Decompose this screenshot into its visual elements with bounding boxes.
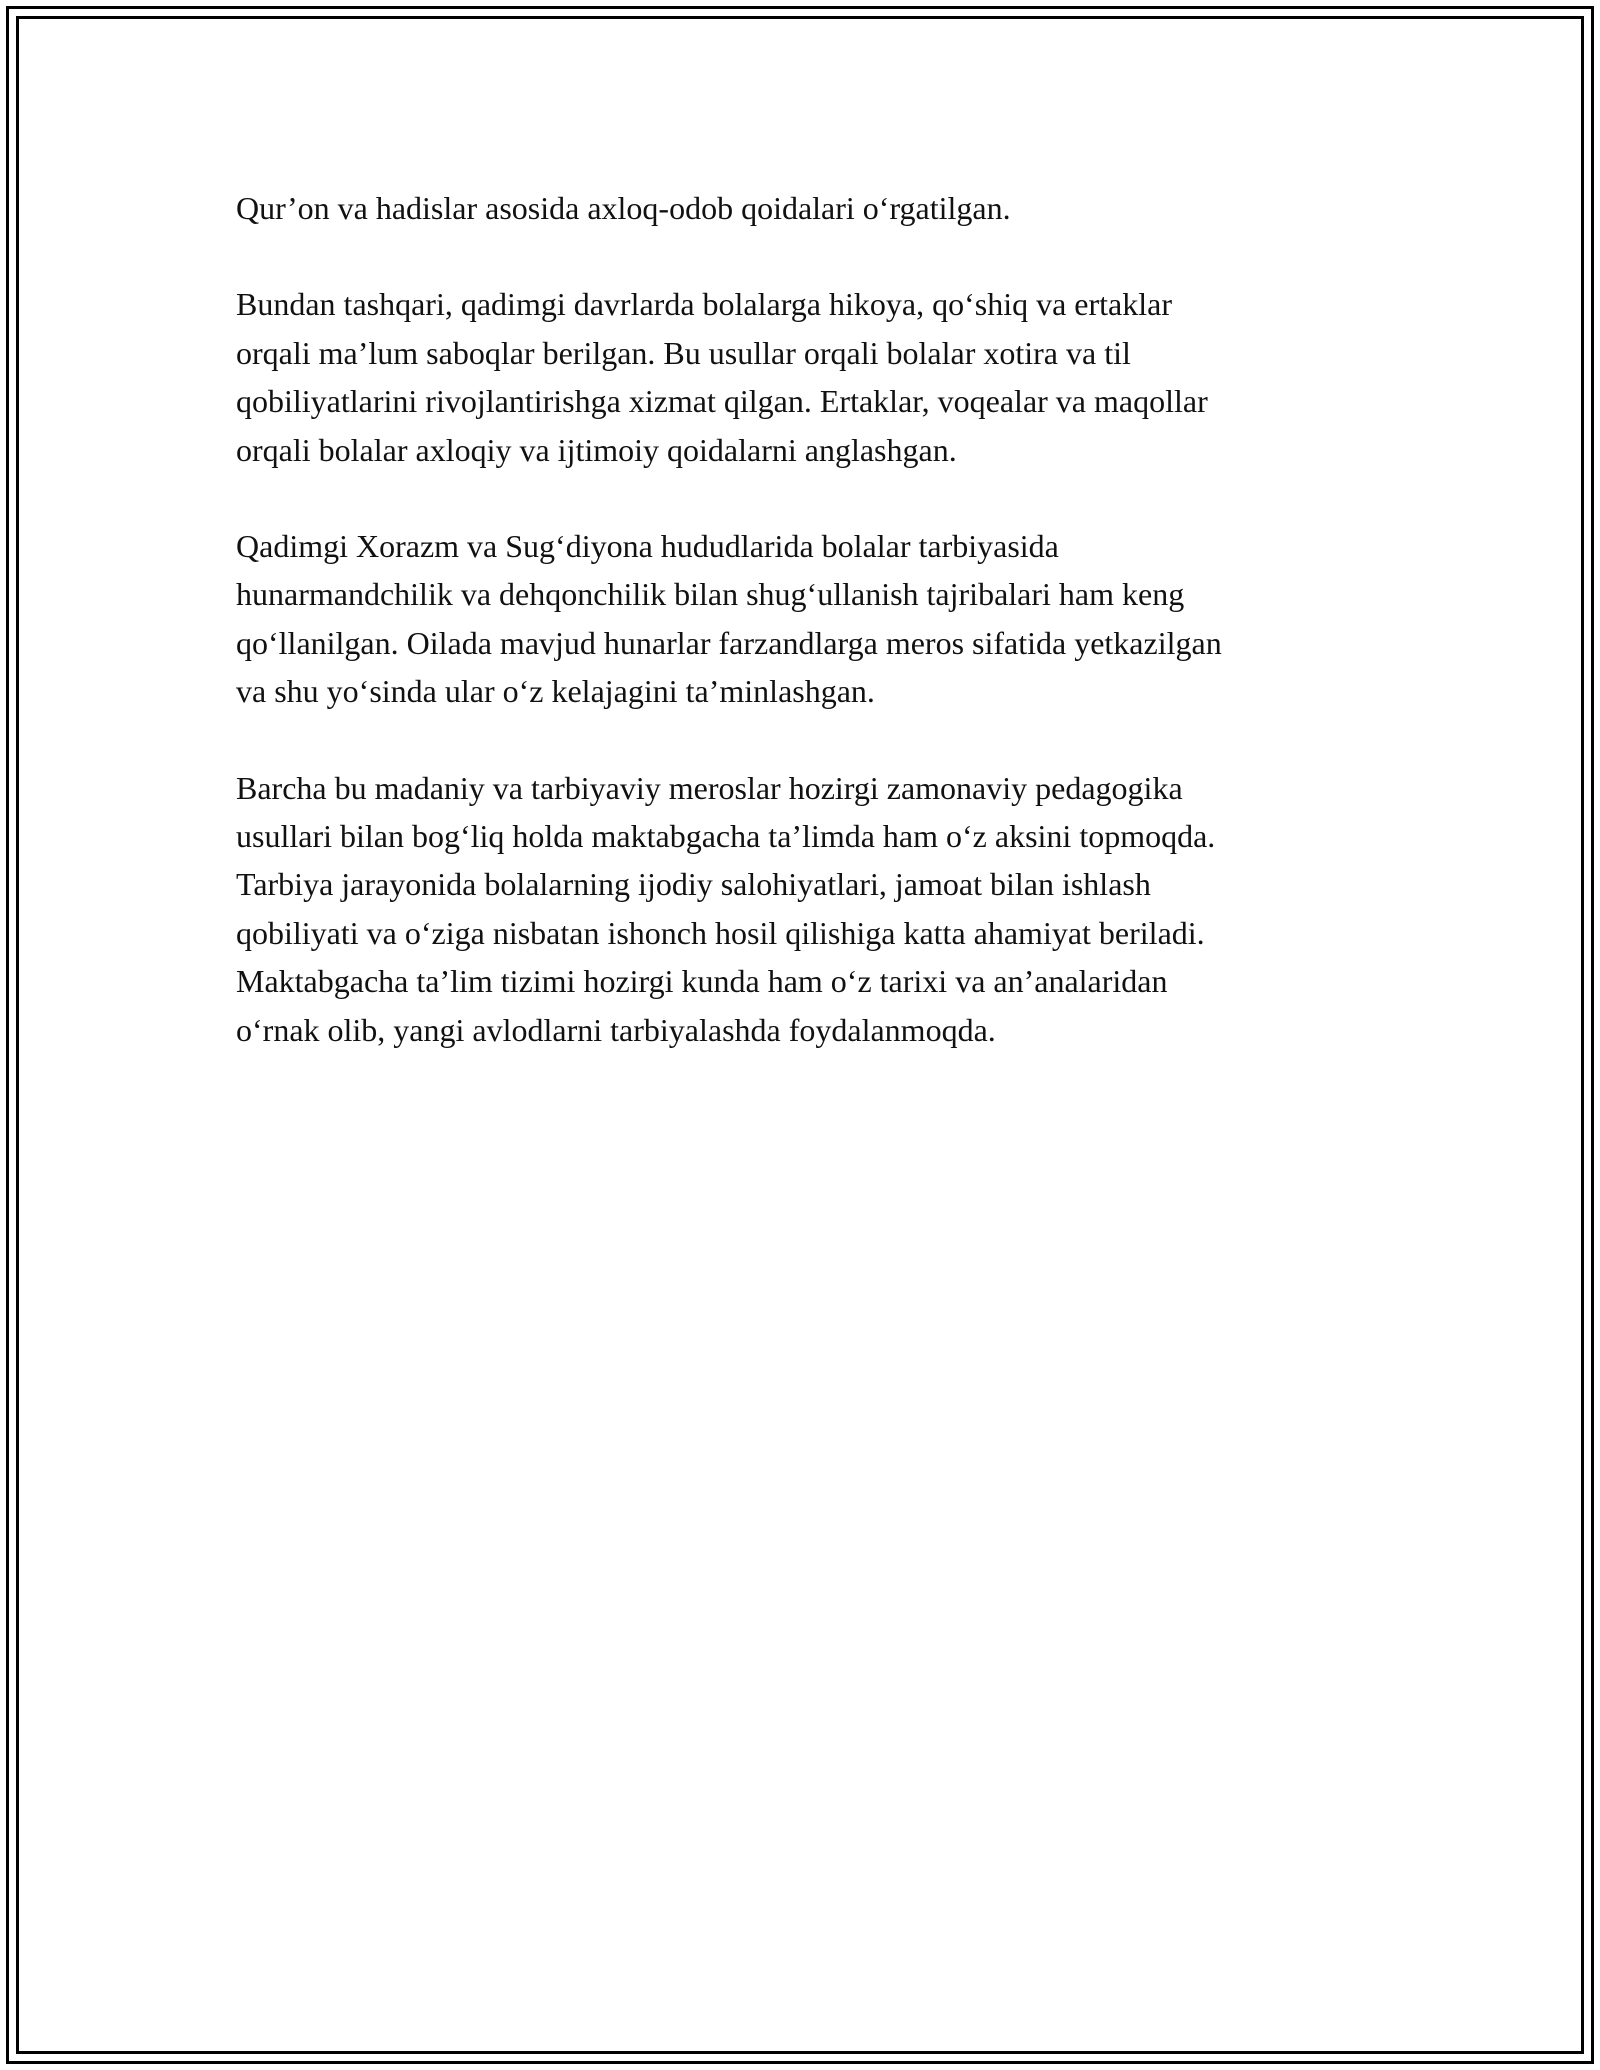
paragraph-3: Qadimgi Xorazm va Sug‘diyona hududlarida bolalar tarbiyasida hunarmandchilik va dehqonchilik bilan shug‘ullanish tajribalari ham keng qo‘llanilgan. Oilada mavjud hunarlar farzandlarga meros sifatida yetkazilgan va shu yo‘sinda ular o‘z kelajagini ta’minlashgan. [236, 528, 1222, 710]
paragraph-4: Barcha bu madaniy va tarbiyaviy meroslar hozirgi zamonaviy pedagogika usullari bilan bog‘liq holda maktabgacha ta’limda ham o‘z aksini topmoqda. Tarbiya jarayonida bolalarning ijodiy salohiyatlari, jamoat bilan ishlash qobiliyati va o‘ziga nisbatan ishonch hosil qilishiga katta ahamiyat beriladi. Maktabgacha ta’lim tizimi hozirgi kunda ham o‘z tarixi va an’analaridan o‘rnak olib, yangi avlodlarni tarbiyalashda foydalanmoqda. [236, 769, 1216, 1048]
document-body [236, 184, 1376, 1102]
paragraph-2: Bundan tashqari, qadimgi davrlarda bolalarga hikoya, qo‘shiq va ertaklar orqali ma’lum saboqlar berilgan. Bu usullar orqali bolalar xotira va til qobiliyatlarini rivojlantirishga xizmat qilgan. Ertaklar, voqealar va maqollar orqali bolalar axloqiy va ijtimoiy qoidalarni anglashgan. [236, 286, 1208, 468]
paragraph-1: Qur’on va hadislar asosida axloq-odob qoidalari o‘rgatilgan. [236, 190, 1011, 226]
